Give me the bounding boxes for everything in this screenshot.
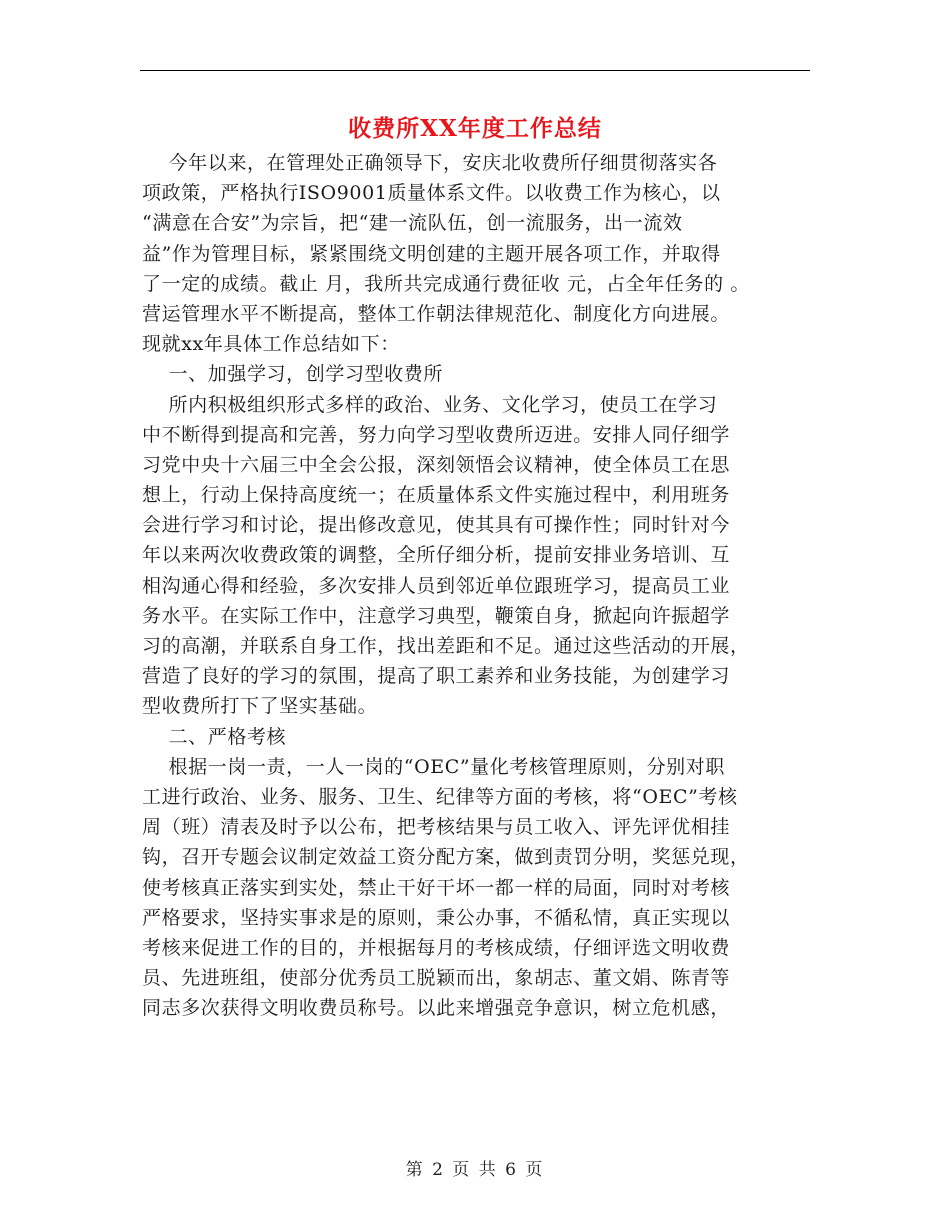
text-line: 型收费所打下了坚实基础。 [142,695,378,718]
text-line: 项政策，严格执行ISO9001质量体系文件。以收费工作为核心，以 [142,182,721,205]
text-line: 想上，行动上保持高度统一；在质量体系文件实施过程中，利用班务 [142,484,731,507]
text-line: 习党中央十六届三中全会公报，深刻领悟会议精神，使全体员工在思 [142,453,731,476]
text-line: 务水平。在实际工作中，注意学习典型，鞭策自身，掀起向许振超学 [142,604,731,627]
text-line: 考核来促进工作的目的，并根据每月的考核成绩，仔细评选文明收费 [142,936,731,959]
header-rule [140,70,810,71]
text-line: 二、严格考核 [142,725,287,748]
text-line: 年以来两次收费政策的调整，全所仔细分析，提前安排业务培训、互 [142,544,731,567]
text-line: 根据一岗一责，一人一岗的“OEC”量化考核管理原则，分别对职 [142,755,725,778]
document-body [142,148,812,1023]
text-line: 相沟通心得和经验，多次安排人员到邻近单位跟班学习，提高员工业 [142,574,731,597]
text-line: 益”作为管理目标，紧紧围绕文明创建的主题开展各项工作，并取得 [142,242,721,265]
text-line: 工进行政治、业务、服务、卫生、纪律等方面的考核，将“OEC”考核 [142,785,738,808]
text-line: 所内积极组织形式多样的政治、业务、文化学习，使员工在学习 [142,393,718,416]
text-line: 同志多次获得文明收费员称号。以此来增强竞争意识，树立危机感， [142,997,731,1020]
text-line: 营运管理水平不断提高，整体工作朝法律规范化、制度化方向进展。 [142,302,731,325]
text-line: 使考核真正落实到实处，禁止干好干坏一都一样的局面，同时对考核 [142,876,731,899]
text-line: 员、先进班组，使部分优秀员工脱颖而出，象胡志、董文娟、陈青等 [142,967,731,990]
text-line: 习的高潮，并联系自身工作，找出差距和不足。通过这些活动的开展， [142,635,750,657]
document-title: 收费所XX年度工作总结 [348,115,602,142]
text-line: 一、加强学习，创学习型收费所 [142,363,443,386]
text-line: 会进行学习和讨论，提出修改意见，使其具有可操作性；同时针对今 [142,514,731,537]
text-line: 周（班）清表及时予以公布，把考核结果与员工收入、评先评优相挂 [142,816,731,839]
text-line: 现就xx年具体工作总结如下： [142,333,400,356]
text-line: 营造了良好的学习的氛围，提高了职工素养和业务技能，为创建学习 [142,665,731,688]
text-line: 中不断得到提高和完善，努力向学习型收费所迈进。安排人同仔细学 [142,423,731,446]
text-line: 钩，召开专题会议制定效益工资分配方案，做到责罚分明，奖惩兑现， [142,846,750,869]
page-footer: 第 2 页 共 6 页 [405,1160,545,1180]
text-line: “满意在合安”为宗旨，把“建一流队伍，创一流服务，出一流效 [142,212,683,235]
text-line: 今年以来，在管理处正确领导下，安庆北收费所仔细贯彻落实各 [142,152,718,174]
text-line: 了一定的成绩。截止 月，我所共完成通行费征收 元，占全年任务的 。 [142,272,750,295]
text-line: 严格要求，坚持实事求是的原则，秉公办事，不循私情，真正实现以 [142,906,731,929]
